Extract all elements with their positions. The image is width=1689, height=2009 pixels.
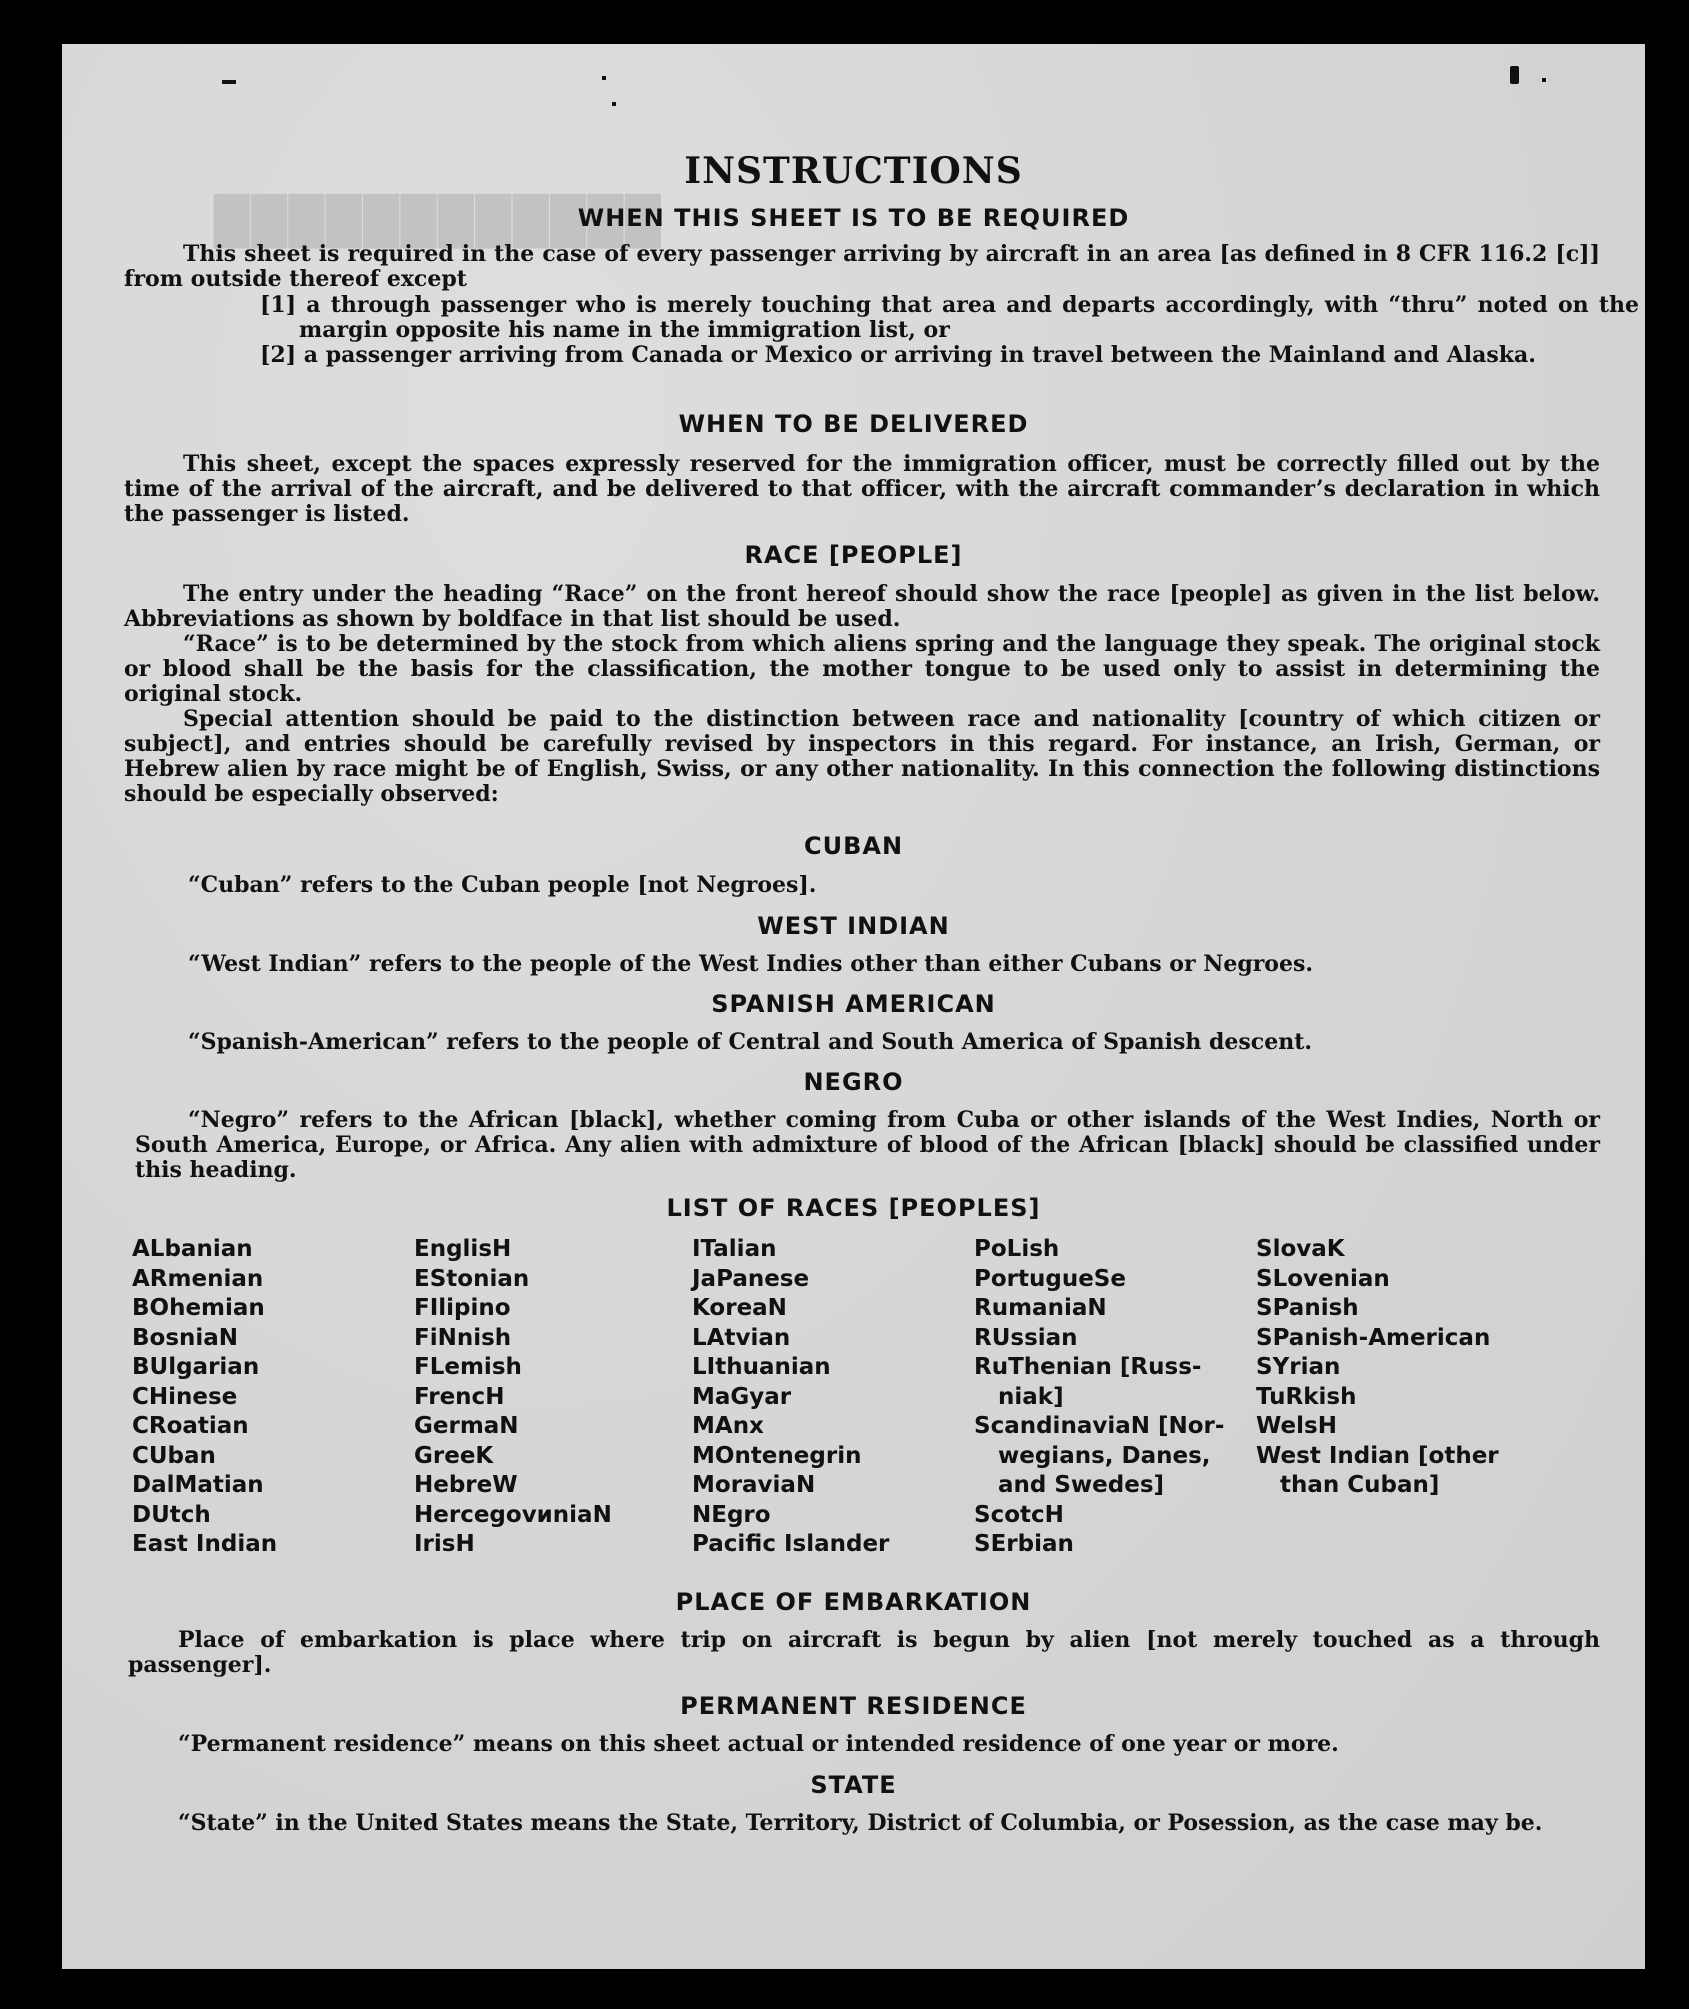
heading-required: WHEN THIS SHEET IS TO BE REQUIRED (577, 204, 1130, 232)
delivered-text: This sheet, except the spaces expressly reserved for the immigration officer, must be correctly filled out by the time of the arrival of the aircraft, and be delivered to that officer, with the aircraft commander’s declaration in which the passenger is listed. (124, 451, 1600, 527)
heading-west-indian: WEST INDIAN (757, 912, 950, 940)
required-item-2: [2] a passenger arriving from Canada or Mexico or arriving in travel between the Mainland and Alaska. (260, 342, 1536, 368)
race-item: ScotcH (974, 1501, 1064, 1528)
race-item: ITalian (692, 1236, 777, 1262)
scan-speck (612, 102, 616, 106)
heading-race: RACE [PEOPLE] (744, 541, 963, 569)
race-item: MaGyar (692, 1383, 792, 1410)
race-item: EStonian (414, 1265, 530, 1292)
state-text: “State” in the United States means the State, Territory, District of Columbia, or Posession, as the case may be. (178, 1810, 1543, 1836)
race-item: TuRkish (1256, 1383, 1357, 1410)
race-item: CUban (132, 1442, 216, 1469)
scan-speck (222, 80, 236, 84)
race-item: SYrian (1256, 1354, 1341, 1380)
permanent-residence-text: “Permanent residence” means on this sheet actual or intended residence of one year or more. (178, 1731, 1339, 1757)
race-item: GermaN (414, 1413, 519, 1439)
race-item: PoLish (974, 1236, 1060, 1262)
race-item: SPanish (1256, 1295, 1359, 1321)
race-item: HebreW (414, 1472, 518, 1498)
race-item: MAnx (692, 1413, 764, 1439)
scan-speck (1510, 66, 1519, 84)
race-item: IrisH (414, 1531, 475, 1557)
scan-speck (602, 76, 606, 80)
negro-text: “Negro” refers to the African [black], whether coming from Cuba or other islands of the West Indies, North or South America, Europe, or Africa. Any alien with admixture of blood of the African [black] should be classified under this heading. (135, 1107, 1600, 1183)
race-column-2 (414, 1235, 612, 1560)
race-item: BUlgarian (132, 1354, 260, 1380)
heading-cuban: CUBAN (803, 832, 904, 860)
race-item: FLemish (414, 1354, 522, 1380)
race-item: DalMatian (132, 1472, 264, 1498)
race-item: East Indian (132, 1531, 278, 1557)
race-item: JaPanese (692, 1265, 810, 1292)
race-item: RumaniaN (974, 1295, 1107, 1321)
race-item: SPanish-American (1256, 1324, 1491, 1351)
race-item: Pacific Islander (692, 1531, 890, 1557)
race-paragraph-3: Special attention should be paid to the distinction between race and nationality [country of which citizen or subject], and entries should be carefully revised by inspectors in this regard. For instance, an Irish, German, or Hebrew alien by race might be of English, Swiss, or any other nationality. In this connection the following distinctions should be especially observed: (124, 706, 1600, 807)
race-column-4 (974, 1235, 1224, 1560)
race-item: ARmenian (132, 1265, 264, 1292)
heading-spanish-american: SPANISH AMERICAN (711, 990, 996, 1018)
race-item-continuation: than Cuban] (1280, 1472, 1440, 1498)
race-paragraph-2: “Race” is to be determined by the stock from which aliens spring and the language they speak. The original stock or blood shall be the basis for the classification, the mother tongue to be used only to assist in determining the original stock. (124, 631, 1600, 707)
race-item: FIlipino (414, 1295, 511, 1321)
race-item: FiNnish (414, 1324, 512, 1351)
race-item: West Indian [other (1256, 1442, 1499, 1469)
document-page (62, 44, 1645, 1969)
race-item: NEgro (692, 1501, 771, 1528)
race-item: BOhemian (132, 1295, 265, 1321)
west-indian-text: “West Indian” refers to the people of the West Indies other than either Cubans or Negroes. (188, 951, 1314, 977)
embarkation-text: Place of embarkation is place where trip on aircraft is begun by alien [not merely touched as a through passenger]. (128, 1627, 1600, 1678)
race-item: BosniaN (132, 1324, 239, 1351)
race-item: RUssian (974, 1324, 1078, 1351)
race-item: WelsH (1256, 1413, 1337, 1439)
cuban-text: “Cuban” refers to the Cuban people [not Negroes]. (188, 872, 817, 898)
race-item: RuThenian [Russ- (974, 1354, 1202, 1380)
heading-list-of-races: LIST OF RACES [PEOPLES] (666, 1194, 1041, 1222)
race-item: ALbanian (132, 1236, 253, 1262)
race-item: EnglisH (414, 1236, 512, 1262)
bleed-through: ████████████ (212, 194, 661, 248)
race-item: SErbian (974, 1531, 1074, 1557)
race-item: MOntenegrin (692, 1442, 862, 1469)
race-item: SlovaK (1256, 1236, 1345, 1262)
race-item: PortugueSe (974, 1265, 1126, 1292)
race-item: HercegovиniaN (414, 1501, 612, 1528)
page-title: INSTRUCTIONS (684, 150, 1023, 192)
race-item: CHinese (132, 1383, 238, 1410)
race-item-continuation: and Swedes] (998, 1472, 1165, 1498)
race-item: GreeK (414, 1442, 494, 1469)
heading-negro: NEGRO (803, 1068, 904, 1096)
race-column-3 (692, 1235, 889, 1560)
required-intro: This sheet is required in the case of every passenger arriving by aircraft in an area [as defined in 8 CFR 116.2 [c]] from outside thereof except (124, 241, 1600, 292)
race-item-continuation: wegians, Danes, (998, 1442, 1211, 1469)
race-item: FrencH (414, 1383, 505, 1410)
race-item: CRoatian (132, 1413, 249, 1439)
required-item-1: [1] a through passenger who is merely touching that area and departs accordingly, with “thru” noted on the margin opposite his name in the immigration list, or (260, 292, 1639, 343)
scan-speck (1542, 78, 1546, 82)
spanish-american-text: “Spanish-American” refers to the people of Central and South America of Spanish descent. (188, 1029, 1313, 1055)
race-item: LIthuanian (692, 1354, 831, 1380)
race-item: SLovenian (1256, 1265, 1390, 1292)
race-item: ScandinaviaN [Nor- (974, 1413, 1225, 1439)
heading-permanent-residence: PERMANENT RESIDENCE (680, 1692, 1027, 1720)
race-item: DUtch (132, 1501, 211, 1528)
race-item: LAtvian (692, 1324, 791, 1351)
heading-delivered: WHEN TO BE DELIVERED (678, 410, 1029, 438)
race-item: MoraviaN (692, 1472, 816, 1498)
race-paragraph-1: The entry under the heading “Race” on the front hereof should show the race [people] as given in the list below. Abbreviations as shown by boldface in that list should be used. (124, 581, 1600, 632)
heading-embarkation: PLACE OF EMBARKATION (675, 1588, 1032, 1616)
race-item: KoreaN (692, 1295, 787, 1321)
heading-state: STATE (810, 1771, 897, 1799)
race-column-5 (1256, 1235, 1499, 1501)
race-column-1 (132, 1235, 277, 1560)
race-item-continuation: niak] (998, 1383, 1064, 1410)
